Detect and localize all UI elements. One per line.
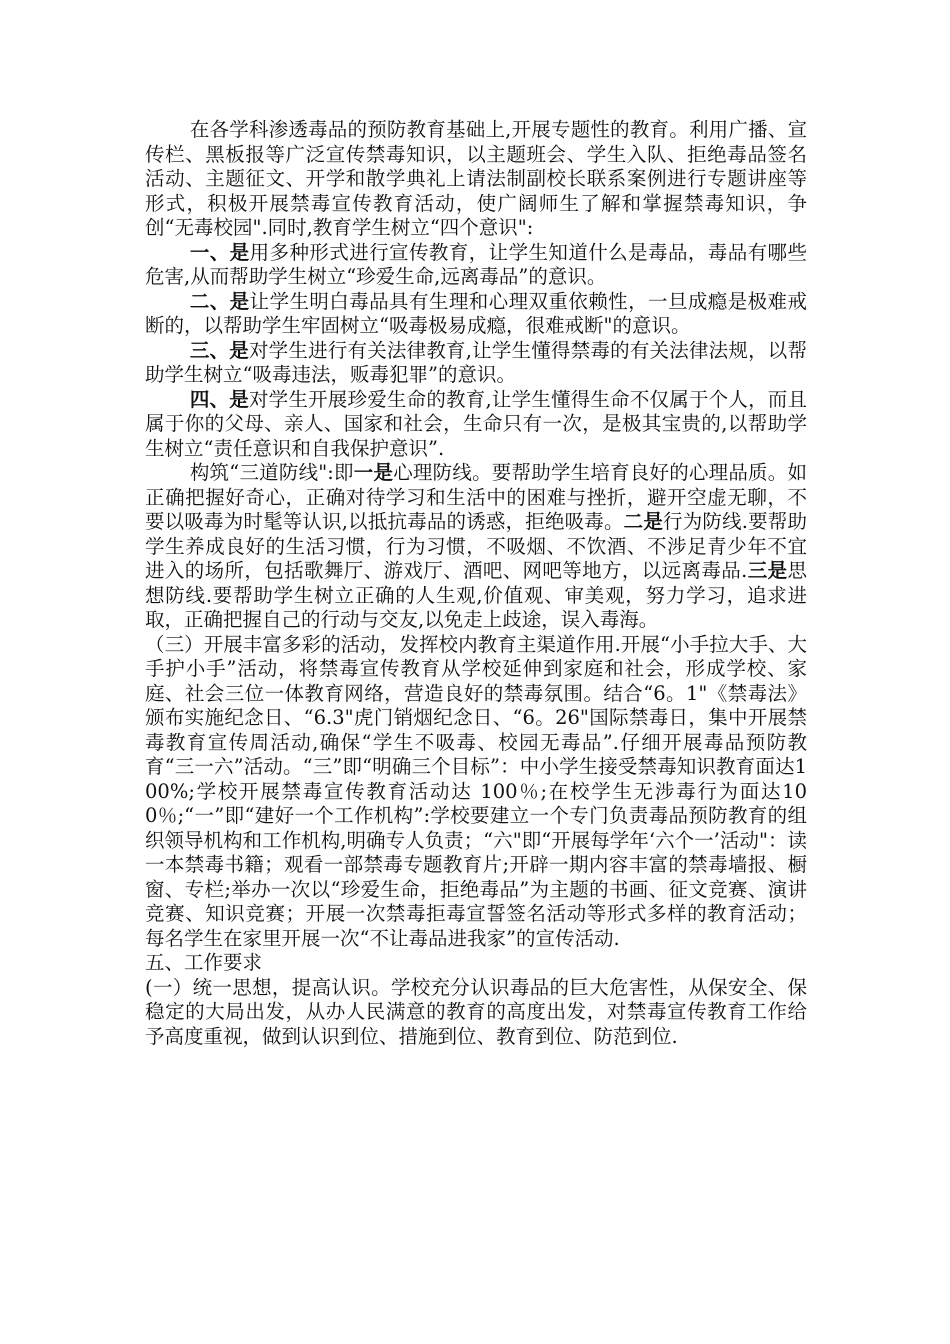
paragraph-text: 对学生开展珍爱生命的教育,让学生懂得生命不仅属于个人，而且属于你的父母、亲人、国家和社会，生命只有一次，是极其宝贵的,以帮助学生树立“责任意识和自我保护意识”. — [145, 387, 807, 460]
paragraph-text: 行为防线.要帮助学生养成良好的生活习惯，行为习惯，不吸烟、不饮酒、不涉足青少年不宜进入的场所，包括歌舞厅、游戏厅、酒吧、网吧等地方，以远离毒品. — [145, 510, 807, 582]
paragraph-text: 用多种形式进行宣传教育，让学生知道什么是毒品，毒品有哪些危害,从而帮助学生树立“珍爱生命,远离毒品”的意识。 — [145, 240, 807, 288]
paragraph-awareness-2 — [145, 290, 807, 339]
paragraph-lead: 一是 — [353, 461, 394, 484]
paragraph-text: 心理防线。要帮助学生培育良好的心理品质。如正确把握好奇心，正确对待学习和生活中的困难与挫折，避开空虚无聊，不要以吸毒为时髦等认识,以抵抗毒品的诱惑，拒绝吸毒。 — [145, 461, 807, 533]
paragraph-lead: 四、是 — [189, 387, 249, 411]
paragraph-lead: 二、是 — [189, 289, 250, 313]
paragraph-lead: 二是 — [623, 510, 664, 533]
paragraph-lead: 一、是 — [189, 240, 250, 264]
paragraph-three-defenses — [145, 461, 807, 633]
paragraph-awareness-3 — [145, 339, 807, 388]
paragraph-awareness-4 — [145, 388, 807, 462]
paragraph-activities: （三）开展丰富多彩的活动，发挥校内教育主渠道作用.开展“小手拉大手、大手护小手”活动，将禁毒宣传教育从学校延伸到家庭和社会，形成学校、家庭、社会三位一体教育网络，营造良好的禁毒氛围。结合“6。1"《禁毒法》颁布实施纪念日、“6.3"虎门销烟纪念日、“6。26"国际禁毒日，集中开展禁毒教育宣传周活动,确保“学生不吸毒、校园无毒品”.仔细开展毒品预防教育“三一六”活动。“三”即“明确三个目标”：中小学生接受禁毒知识教育面达100%;学校开展禁毒宣传教育活动达 100％;在校学生无涉毒行为面达100％;“一”即“建好一个工作机构”:学校要建立一个专门负责毒品预防教育的组织领导机构和工作机构,明确专人负责；“六"即“开展每学年‘六个一’活动"：读一本禁毒书籍；观看一部禁毒专题教育片;开辟一期内容丰富的禁毒墙报、橱窗、专栏;举办一次以“珍爱生命，拒绝毒品”为主题的书画、征文竞赛、演讲竞赛、知识竞赛；开展一次禁毒拒毒宣誓签名活动等形式多样的教育活动；每名学生在家里开展一次“不让毒品进我家”的宣传活动. — [145, 632, 807, 950]
document-body — [145, 118, 807, 1049]
paragraph-intro: 在各学科渗透毒品的预防教育基础上,开展专题性的教育。利用广播、宣传栏、黑板报等广泛宣传禁毒知识，以主题班会、学生入队、拒绝毒品签名活动、主题征文、开学和散学典礼上请法制副校长联系案例进行专题讲座等形式，积极开展禁毒宣传教育活动，使广阔师生了解和掌握禁毒知识，争创“无毒校园".同时,教育学生树立“四个意识": — [145, 118, 807, 239]
paragraph-awareness-1 — [145, 241, 807, 290]
paragraph-requirement-1: (一）统一思想，提高认识。学校充分认识毒品的巨大危害性，从保安全、保稳定的大局出发，从办人民满意的教育的高度出发，对禁毒宣传教育工作给予高度重视，做到认识到位、措施到位、教育到位、防范到位. — [145, 975, 807, 1048]
paragraph-text: 思想防线.要帮助学生树立正确的人生观,价值观、审美观，努力学习，追求进取，正确把握自己的行动与交友,以免走上歧途，误入毒海。 — [145, 559, 807, 631]
paragraph-text: 构筑“三道防线":即 — [189, 461, 354, 484]
paragraph-text: 对学生进行有关法律教育,让学生懂得禁毒的有关法律法规，以帮助学生树立“吸毒违法，贩毒犯罪”的意识。 — [145, 338, 807, 386]
section-heading: 五、工作要求 — [145, 951, 263, 974]
paragraph-text: 让学生明白毒品具有生理和心理双重依赖性，一旦成瘾是极难戒断的，以帮助学生牢固树立“吸毒极易成瘾，很难戒断"的意识。 — [145, 289, 807, 337]
paragraph-lead: 三是 — [747, 559, 788, 582]
paragraph-lead: 三、是 — [189, 338, 249, 362]
